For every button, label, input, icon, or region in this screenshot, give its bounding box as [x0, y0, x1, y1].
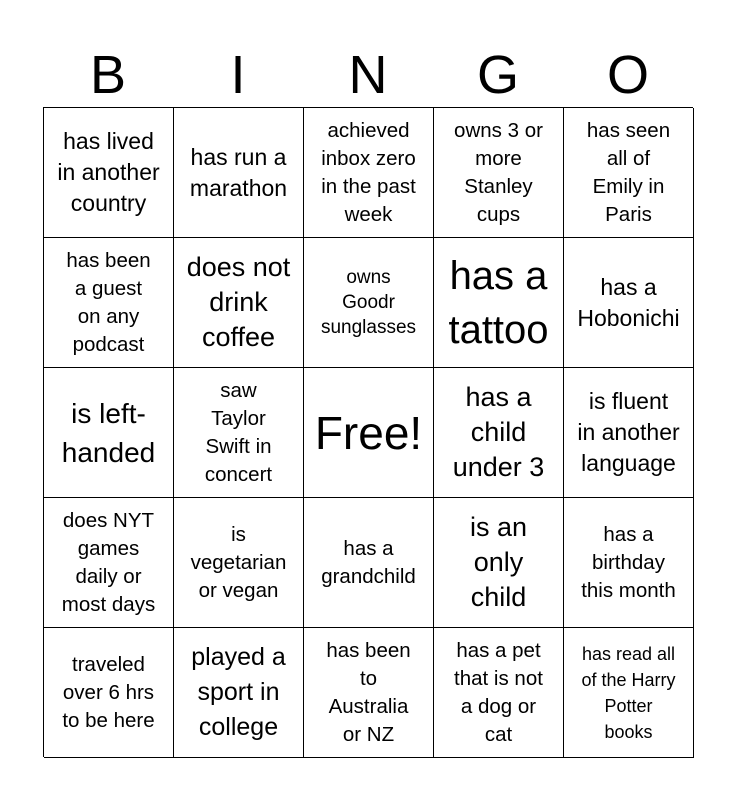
bingo-cell[interactable]	[44, 108, 174, 238]
header-letter-g: G	[476, 45, 519, 105]
bingo-cell[interactable]	[434, 238, 564, 368]
cell-text: has a birthday this month	[581, 522, 676, 602]
cell-text: has read all of the Harry Potter books	[581, 643, 676, 742]
header-letter-o: O	[606, 45, 649, 105]
bingo-cell[interactable]	[304, 498, 434, 628]
cell-text: has run a marathon	[189, 143, 288, 201]
bingo-cell[interactable]	[44, 628, 174, 758]
cell-text: is left- handed	[61, 397, 156, 468]
free-space[interactable]	[304, 368, 434, 498]
cell-text: does NYT games daily or most days	[61, 508, 156, 616]
bingo-cell[interactable]	[434, 498, 564, 628]
cell-text: has a Hobonichi	[577, 273, 680, 331]
bingo-cell[interactable]	[564, 368, 694, 498]
bingo-cell[interactable]	[174, 368, 304, 498]
bingo-cell[interactable]	[434, 108, 564, 238]
cell-text: is fluent in another language	[577, 388, 680, 476]
header-letter-n: N	[348, 45, 388, 105]
cell-text: achieved inbox zero in the past week	[321, 118, 416, 226]
cell-text: has a tattoo	[448, 253, 549, 352]
bingo-cell[interactable]	[564, 108, 694, 238]
bingo-cell[interactable]	[564, 238, 694, 368]
cell-text: has a child under 3	[452, 382, 545, 482]
bingo-cell[interactable]	[174, 108, 304, 238]
bingo-cell[interactable]	[174, 238, 304, 368]
cell-text: has a pet that is not a dog or cat	[454, 638, 543, 746]
cell-text: has lived in another country	[57, 128, 160, 216]
cell-text: saw Taylor Swift in concert	[204, 378, 273, 486]
header-letter-i: I	[230, 45, 246, 105]
bingo-cell[interactable]	[174, 498, 304, 628]
bingo-cell[interactable]	[304, 108, 434, 238]
bingo-cell[interactable]	[44, 368, 174, 498]
bingo-grid	[43, 107, 693, 757]
header-letter-b: B	[89, 45, 127, 105]
cell-text: Free!	[314, 406, 423, 459]
bingo-cell[interactable]	[564, 498, 694, 628]
bingo-cell[interactable]	[304, 238, 434, 368]
bingo-cell[interactable]	[434, 628, 564, 758]
cell-text: has been to Australia or NZ	[326, 638, 411, 746]
cell-text: played a sport in college	[191, 643, 286, 741]
cell-text: is vegetarian or vegan	[190, 522, 287, 602]
cell-text: has been a guest on any podcast	[66, 248, 151, 356]
cell-text: is an only child	[469, 512, 528, 612]
cell-text: has a grandchild	[321, 536, 416, 588]
cell-text: traveled over 6 hrs to be here	[62, 652, 155, 732]
bingo-cell[interactable]	[44, 238, 174, 368]
cell-text: owns Goodr sunglasses	[320, 267, 417, 338]
cell-text: owns 3 or more Stanley cups	[454, 118, 543, 226]
bingo-cell[interactable]	[304, 628, 434, 758]
bingo-header	[43, 42, 693, 108]
bingo-cell[interactable]	[434, 368, 564, 498]
bingo-cell[interactable]	[44, 498, 174, 628]
cell-text: does not drink coffee	[186, 252, 291, 352]
bingo-cell[interactable]	[564, 628, 694, 758]
cell-text: has seen all of Emily in Paris	[586, 118, 671, 226]
bingo-cell[interactable]	[174, 628, 304, 758]
